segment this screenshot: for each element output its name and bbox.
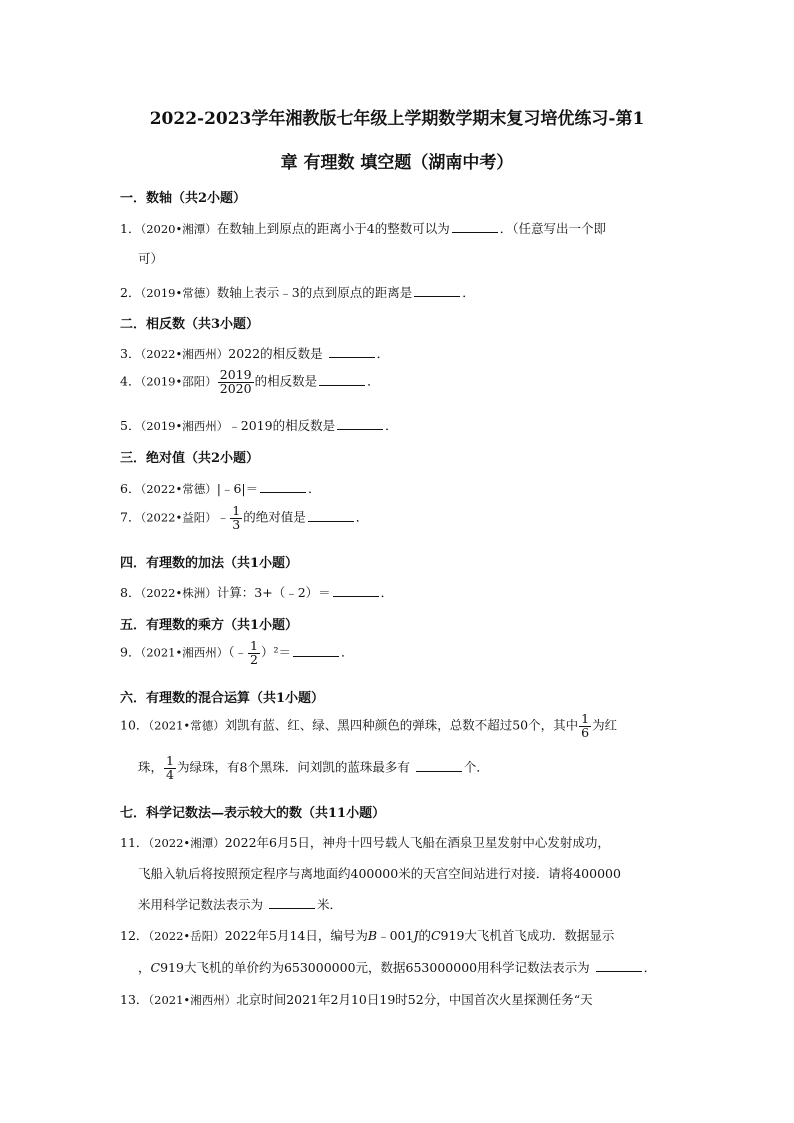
question-8 [120,583,393,601]
fraction-numerator: 2019 [219,367,252,382]
question-tail: ．（任意写出一个即 [499,221,606,236]
fraction [164,755,176,781]
italic-letter: C [150,960,161,975]
answer-blank[interactable] [337,417,383,430]
question-11 [120,833,610,851]
question-12 [120,926,614,944]
question-text: 的绝对值是 [243,509,306,525]
question-text: 数轴上表示﹣3的点到原点的距离是 [216,285,413,300]
fraction-numerator: 1 [166,753,174,768]
section-heading: 三．绝对值（共2小题） [120,451,260,466]
minus-sign: ﹣ [216,509,230,525]
question-source: （2022•常德） [140,482,217,496]
question-number: 12． [120,928,149,943]
question-source: （2022•湘西州） [140,347,229,361]
fraction [248,640,260,666]
question-tail: ． [341,644,354,660]
open-paren: （﹣ [228,644,248,660]
question-text: |﹣6|＝ [216,481,259,496]
question-text: 2022年6月5日，神舟十四号载人飞船在酒泉卫星发射中心发射成功， [224,835,610,850]
answer-blank[interactable] [319,373,365,386]
question-number: 6． [120,481,141,496]
fraction [579,713,591,739]
continuation-prefix: 珠， [138,759,164,775]
question-source: （2019•湘西州） [140,419,229,433]
question-3 [120,344,389,362]
question-text: 刘凯有蓝、红、绿、黑四种颜色的弹珠，总数不超过50个，其中 [224,717,579,733]
section-heading: 四．有理数的加法（共1小题） [120,556,299,571]
question-source: （2022•岳阳） [148,929,225,943]
answer-blank[interactable] [269,896,315,909]
question-text: 的 [418,928,431,943]
question-text: ）²＝ [260,644,291,660]
question-text: 919大飞机首飞成功．数据显示 [440,928,615,943]
answer-blank[interactable] [329,345,375,358]
question-number: 7． [120,509,141,525]
question-number: 2． [120,285,141,300]
question-4 [120,369,380,395]
question-tail: ． [462,285,475,300]
question-7 [120,505,368,531]
section-heading: 七．科学记数法—表示较大的数（共11小题） [120,806,386,821]
italic-letter: C [430,928,441,943]
question-number: 13． [120,992,149,1007]
answer-blank[interactable] [414,284,460,297]
question-text: 在数轴上到原点的距离小于4的整数可以为 [216,221,450,236]
question-10-continuation [138,755,489,781]
answer-blank[interactable] [293,644,339,657]
question-text: ﹣001 [377,928,414,943]
question-number: 8． [120,585,141,600]
question-source: （2019•常德） [140,286,217,300]
question-text: 计算：3+（﹣2）＝ [216,585,331,600]
question-source: （2022•益阳） [140,510,217,525]
answer-blank[interactable] [452,220,498,233]
continuation-prefix: ， [138,960,151,975]
question-9 [120,640,354,666]
question-text: 2022年5月14日，编号为 [224,928,368,943]
fraction [230,505,242,531]
section-heading: 一．数轴（共2小题） [120,191,247,206]
section-heading: 六．有理数的混合运算（共1小题） [120,691,325,706]
fraction-denominator: 4 [166,766,174,782]
question-text: ﹣2019的相反数是 [228,418,336,433]
answer-blank[interactable] [260,480,306,493]
question-source: （2022•湘潭） [148,836,225,850]
continuation-text: 为绿珠，有8个黑珠．问刘凯的蓝珠最多有 [176,759,414,775]
continuation-tail: 米． [316,897,342,912]
question-text: 2022的相反数是 [228,346,327,361]
fraction-denominator: 6 [581,724,590,740]
document-title-line2: 章 有理数 填空题（湖南中考） [280,153,514,173]
question-1 [120,219,606,237]
question-11-continuation-2 [138,895,342,913]
continuation-text: 919大飞机的单价约为653000000元，数据653000000用科学记数法表示为 [160,960,594,975]
question-number: 9． [120,644,141,660]
question-number: 1． [120,221,141,236]
question-tail: ． [376,346,390,361]
fraction-numerator: 1 [581,711,590,726]
fraction-numerator: 1 [232,503,241,518]
answer-blank[interactable] [308,509,354,522]
question-tail: ． [385,418,398,433]
continuation-tail: ． [643,960,657,975]
fraction-numerator: 1 [250,638,258,653]
question-source: （2022•株洲） [140,586,217,600]
question-text-after: 为红 [592,717,618,733]
question-text: 北京时间2021年2月10日19时52分，中国首次火星探测任务“天 [236,992,593,1007]
question-tail: ． [308,481,321,496]
question-13 [120,990,593,1008]
question-text: 的相反数是 [254,373,318,389]
question-source: （2021•湘西州） [148,993,237,1007]
question-source: （2021•常德） [148,718,225,733]
answer-blank[interactable] [596,959,642,972]
fraction-denominator: 3 [232,516,241,532]
question-12-continuation [138,958,656,976]
question-source: （2021•湘西州） [140,645,229,660]
document-title-line1: 2022-2023学年湘教版七年级上学期数学期末复习培优练习-第1 [149,109,645,129]
italic-letter: J [413,928,419,943]
fraction-denominator: 2020 [219,380,252,396]
question-tail: ． [380,585,394,600]
question-6 [120,479,321,497]
question-number: 10． [120,717,149,733]
question-source: （2020•湘潭） [140,222,217,236]
question-number: 4． [120,373,141,389]
question-number: 3． [120,346,141,361]
question-number: 5． [120,418,141,433]
italic-letter: B [367,928,378,943]
answer-blank[interactable] [333,584,379,597]
question-source: （2019•邵阳） [140,374,217,389]
question-2 [120,283,475,301]
question-tail: ． [367,373,380,389]
section-heading: 五．有理数的乘方（共1小题） [120,618,299,633]
question-5 [120,416,398,434]
answer-blank[interactable] [416,759,462,772]
continuation-text: 米用科学记数法表示为 [138,897,267,912]
question-10 [120,713,617,739]
question-number: 11． [120,835,149,850]
continuation-tail: 个． [463,759,489,775]
fraction-denominator: 2 [250,651,258,667]
question-11-continuation-1: 飞船入轨后将按照预定程序与离地面约400000米的天宫空间站进行对接．请将400000 [138,866,621,881]
question-tail: ． [355,509,369,525]
section-heading: 二．相反数（共3小题） [120,317,260,332]
question-1-continuation: 可） [138,251,164,266]
fraction [218,369,254,395]
